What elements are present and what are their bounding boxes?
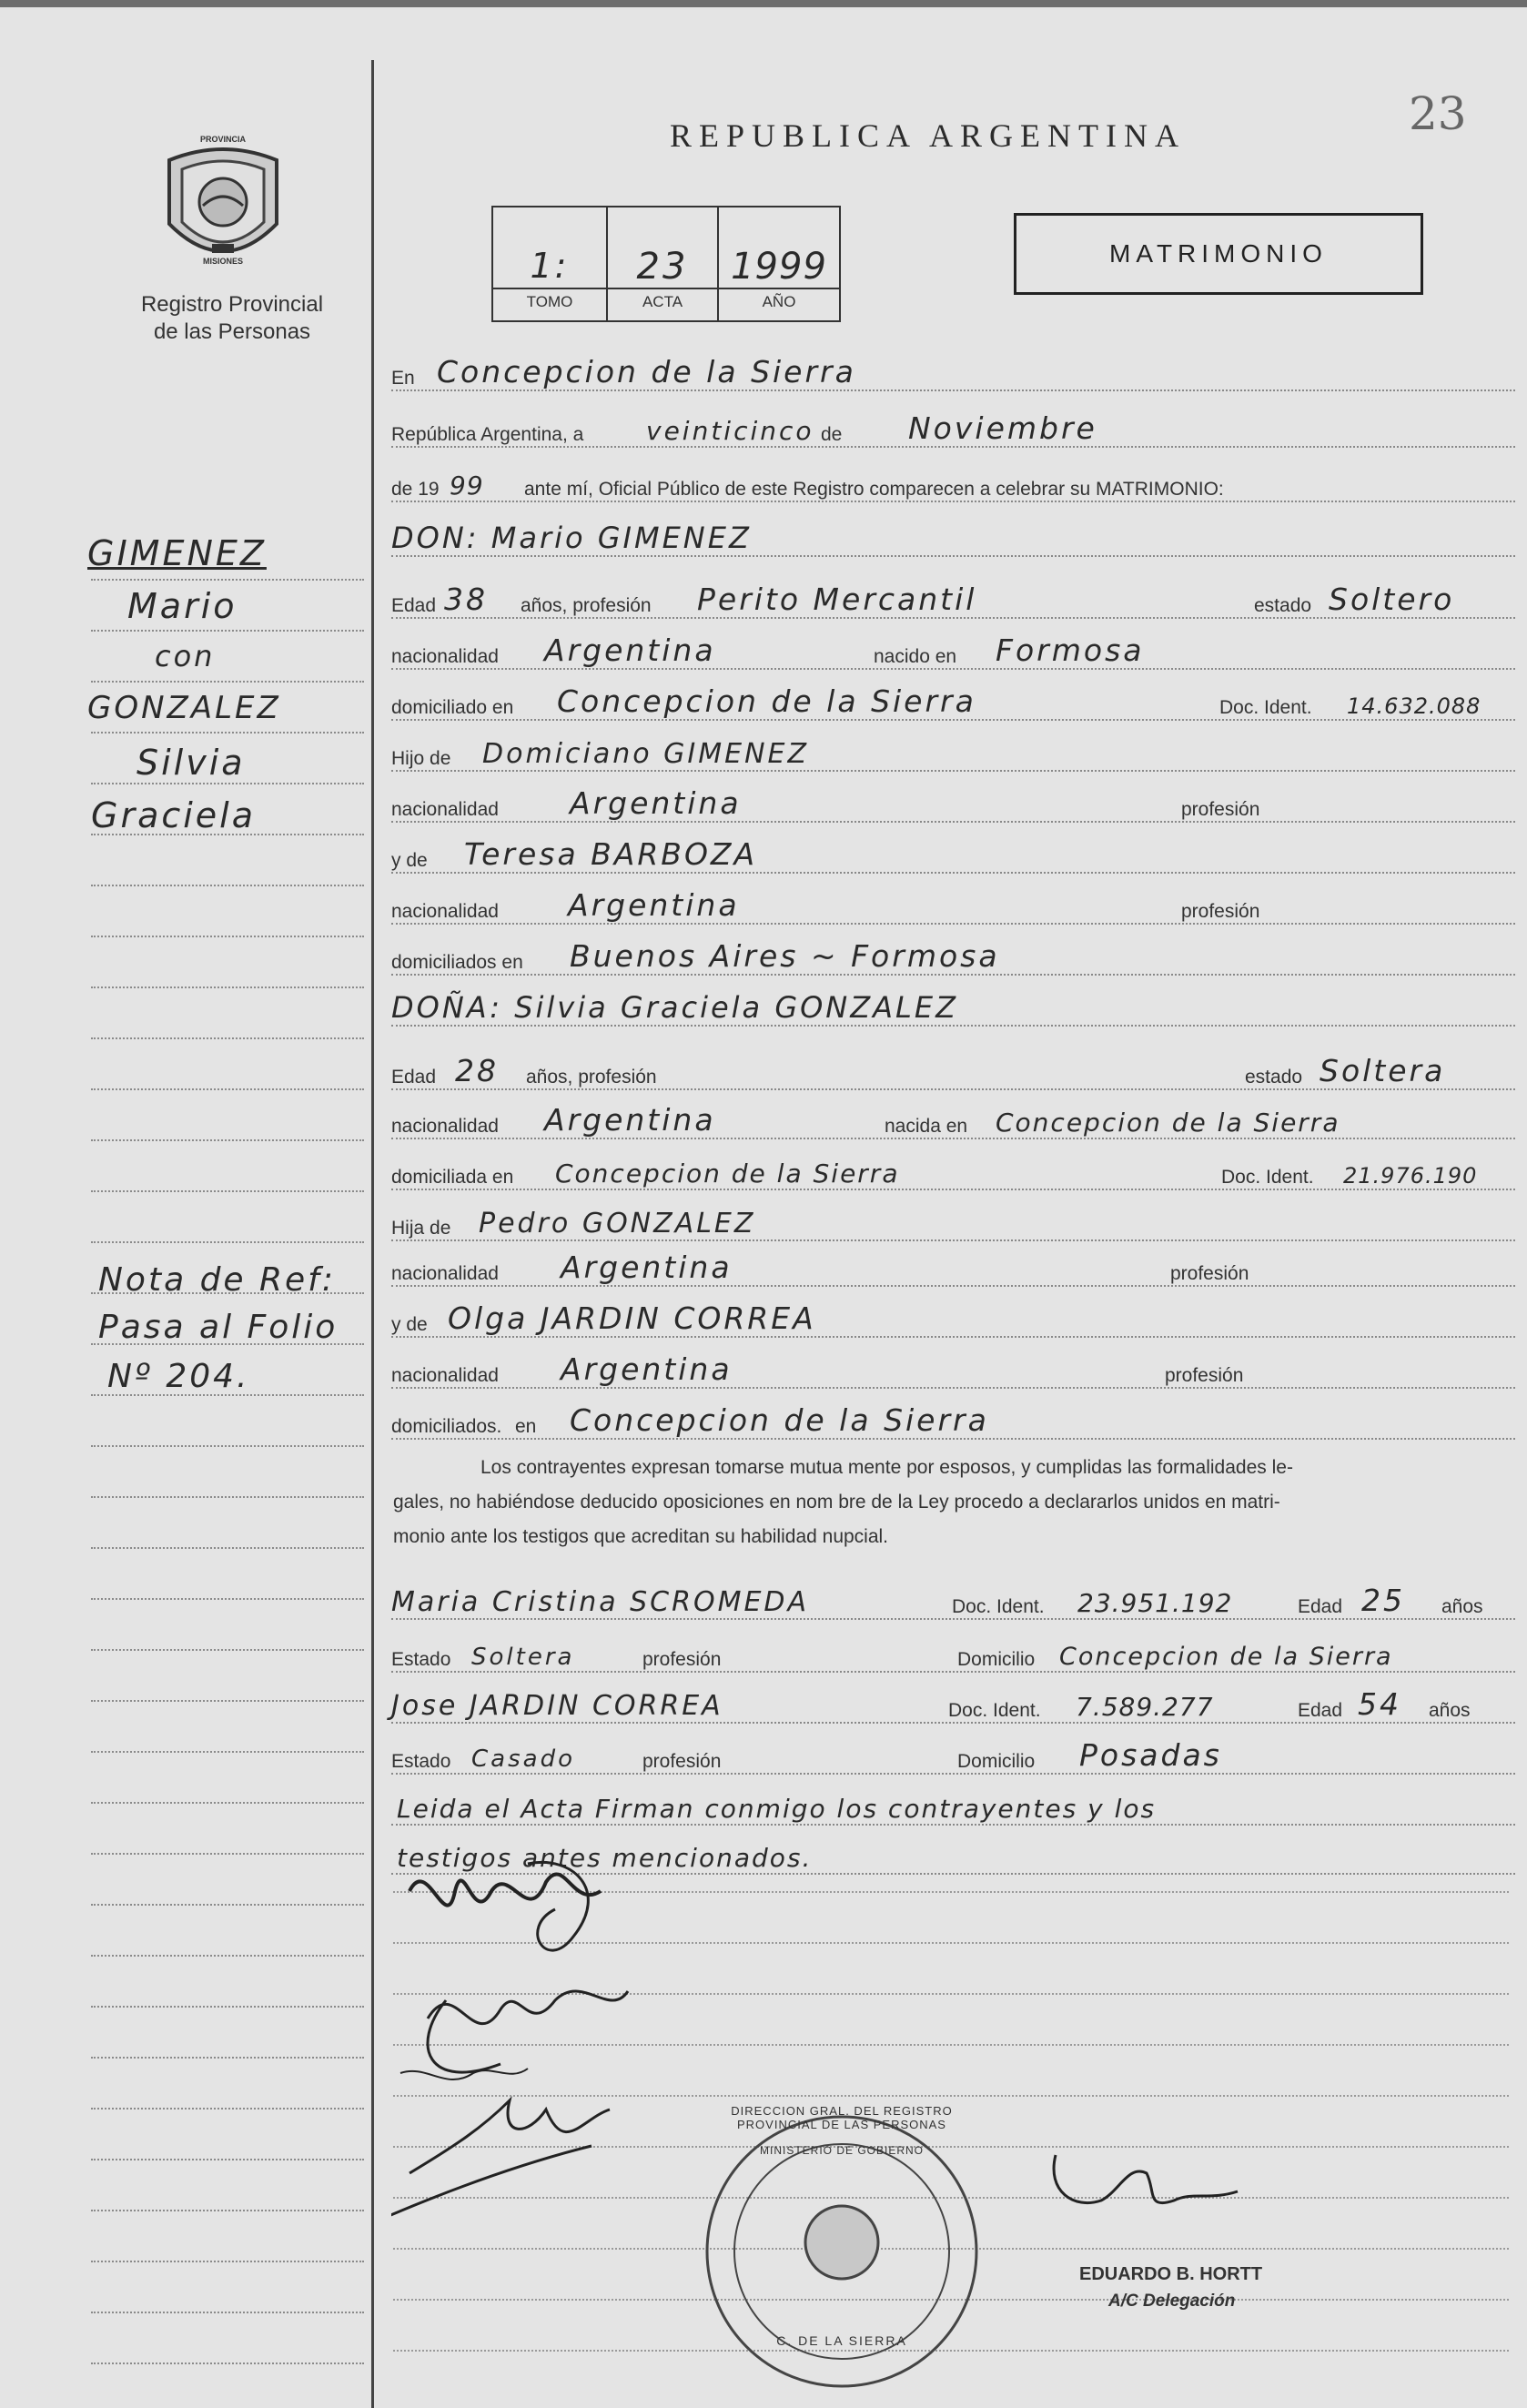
margin-line [91,1496,364,1498]
margin-line [91,1649,364,1651]
row-date [391,408,1515,451]
seal-text-top: PROVINCIA [199,135,246,144]
row-rule [391,501,1515,502]
label-nacionalidad: nacionalidad [391,1116,499,1137]
official-stamp [701,2088,983,2408]
label-ante-mi: ante mí, Oficial Público de este Registro comparecen a celebrar su MATRIMONIO: [524,479,1224,500]
row-rule [391,821,1515,823]
label-nacionalidad: nacionalidad [391,1263,499,1284]
place-value: Concepcion de la Sierra [437,354,856,390]
row-rule [391,1618,1515,1620]
acta-value: 23 [636,246,689,288]
margin-line [91,1802,364,1804]
label-anos-profesion: años, profesión [521,595,652,616]
margin-name-bride-1: Silvia [137,743,246,783]
row-bride-father-nat [391,1247,1515,1290]
label-nacionalidad: nacionalidad [391,799,499,820]
margin-line [91,783,364,784]
row-rule [391,390,1515,391]
margin-line [91,2057,364,2059]
declaration-line-2: gales, no habiéndose deducido oposiciones en nom bre de la Ley procedo a declararlos unidos en matri- [393,1492,1280,1513]
row-bride-title [391,986,1515,1030]
row-rule [391,923,1515,925]
row-groom-father [391,732,1515,775]
row-rule [391,555,1515,557]
groom-birthplace: Formosa [996,632,1145,668]
margin-line [91,936,364,937]
label-en: En [391,368,415,389]
row-bride-nationality [391,1099,1515,1143]
margin-line [91,1241,364,1243]
row-witness1-b [391,1633,1515,1676]
label-hijo-de: Hijo de [391,748,451,769]
margin-line [91,681,364,683]
acta-label: ACTA [642,293,683,310]
margin-line [91,630,364,632]
margin-line [91,1955,364,1957]
registry-seal-icon [162,142,284,269]
margin-note-3: Nº 204. [107,1358,250,1395]
row-groom-title [391,517,1515,561]
margin-line [91,732,364,734]
label-nacionalidad: nacionalidad [391,901,499,922]
row-place [391,351,1515,395]
margin-line [91,1139,364,1141]
registry-title [109,291,355,346]
bride-mother-nationality: Argentina [561,1351,733,1387]
document-page [0,7,1527,2408]
row-rule [391,1773,1515,1775]
declaration-text [393,1451,1494,1554]
row-groom-domicile [391,681,1515,724]
row-witness2-b [391,1735,1515,1778]
bride-parents-domicile: Concepcion de la Sierra [570,1402,989,1438]
label-nacido-en: nacido en [874,646,957,667]
margin-line [91,2159,364,2160]
bride-birthplace: Concepcion de la Sierra [996,1108,1340,1138]
label-nacionalidad: nacionalidad [391,646,499,667]
row-groom-age [391,579,1515,622]
groom-mother-nationality: Argentina [568,887,740,923]
margin-surname-bride: GONZALEZ [87,690,281,726]
row-bride-mother-nat [391,1349,1515,1392]
margin-line [91,2210,364,2211]
label-y-de: y de [391,1314,428,1335]
registry-line-2: de las Personas [153,319,311,344]
record-box-rule [493,288,839,289]
bride-status: Soltera [1320,1053,1446,1088]
margin-line [91,885,364,886]
row-rule [391,1671,1515,1673]
margin-surname-groom: GIMENEZ [87,533,267,573]
row-rule [391,872,1515,874]
day-value: veinticinco [646,416,814,446]
witness2-name: Jose JARDIN CORREA [391,1690,723,1722]
groom-age: 38 [444,582,488,617]
witness1-domicile: Concepcion de la Sierra [1059,1643,1393,1671]
label-estado: Estado [391,1649,451,1670]
row-rule [391,1189,1515,1190]
row-rule [391,1387,1515,1389]
anio-value: 1999 [731,246,827,288]
margin-divider [371,60,374,2408]
label-profesion: profesión [1170,1263,1249,1284]
witness2-domicile: Posadas [1079,1737,1222,1773]
groom-profession: Perito Mercantil [697,582,977,617]
groom-title-name: DON: Mario GIMENEZ [391,521,752,555]
witness1-status: Soltera [471,1644,575,1671]
groom-mother: Teresa BARBOZA [464,836,758,872]
row-rule [391,719,1515,721]
groom-status: Soltero [1329,582,1455,617]
stamp-text: DIRECCION GRAL. DEL REGISTRO PROVINCIAL DE LAS PERSONAS [731,2104,953,2131]
seal-text-bottom: MISIONES [202,257,243,266]
margin-line [91,986,364,988]
label-estado: estado [1254,595,1312,616]
row-bride-domicile [391,1150,1515,1194]
margin-line [91,2312,364,2313]
row-groom-father-nat [391,783,1515,826]
label-en-short: en [515,1416,537,1437]
groom-parents-domicile: Buenos Aires ~ Formosa [570,938,1000,974]
row-rule [391,770,1515,772]
margin-line [91,1904,364,1906]
label-republica: República Argentina, a [391,424,584,445]
label-edad: Edad [1298,1596,1343,1617]
margin-line [91,1700,364,1702]
act-type-box: MATRIMONIO [1014,213,1423,295]
margin-note-2: Pasa al Folio [98,1309,339,1346]
tomo-value: 1: [530,246,570,286]
margin-column [0,7,369,2408]
label-domiciliados-en: domiciliados en [391,952,523,973]
label-anos-profesion: años, profesión [526,1067,657,1088]
row-rule [391,1824,1515,1826]
row-rule [391,1722,1515,1724]
label-domicilio: Domicilio [957,1649,1036,1670]
row-witness1 [391,1580,1515,1624]
margin-line [91,2261,364,2262]
stamp-inner-text: MINISTERIO DE GOBIERNO [759,2144,924,2157]
row-rule [391,1239,1515,1241]
row-rule [391,446,1515,448]
label-edad: Edad [391,595,437,616]
bride-domicile: Concepcion de la Sierra [555,1158,900,1189]
groom-domicile: Concepcion de la Sierra [557,683,976,719]
margin-line [91,1445,364,1447]
stamp-rings [701,2088,983,2408]
groom-doc: 14.632.088 [1347,693,1481,719]
label-anos: años [1441,1596,1483,1617]
margin-line [91,2108,364,2110]
label-domiciliada-en: domiciliada en [391,1167,514,1188]
row-bride-age [391,1050,1515,1094]
margin-note-1: Nota de Ref: [98,1261,336,1299]
row-witness2 [391,1684,1515,1727]
year-value: 99 [450,470,484,501]
bride-father: Pedro GONZALEZ [479,1208,756,1239]
label-doc-ident: Doc. Ident. [952,1596,1045,1617]
margin-line [91,1547,364,1549]
label-profesion: profesión [1165,1365,1244,1386]
country-heading: REPUBLICA ARGENTINA [670,117,1187,154]
row-rule [391,974,1515,976]
label-nacida-en: nacida en [885,1116,968,1137]
row-bride-mother [391,1298,1515,1341]
bride-father-nationality: Argentina [561,1250,733,1285]
row-bride-father [391,1201,1515,1245]
label-estado: Estado [391,1751,451,1772]
row-rule [391,668,1515,670]
row-rule [391,617,1515,619]
official-name: EDUARDO B. HORTT [1079,2264,1263,2284]
tomo-label: TOMO [526,293,573,310]
declaration-line-3: monio ante los testigos que acreditan su habilidad nupcial. [393,1526,889,1547]
official-signature [1047,2137,1247,2246]
row-groom-nationality [391,630,1515,673]
bride-doc: 21.976.190 [1343,1163,1478,1189]
label-profesion: profesión [642,1751,722,1772]
bride-nationality: Argentina [544,1102,716,1138]
margin-name-bride-2: Graciela [91,795,257,835]
closing-line-1: Leida el Acta Firman conmigo los contrayentes y los [397,1794,1157,1824]
witness1-name: Maria Cristina SCROMEDA [391,1586,810,1618]
label-year-prefix: de 19 [391,479,440,500]
groom-father: Domiciano GIMENEZ [482,738,810,770]
label-doc-ident: Doc. Ident. [1219,697,1312,718]
label-de: de [821,424,843,445]
witness1-doc: 23.951.192 [1077,1588,1233,1618]
margin-line [91,1088,364,1090]
row-rule [391,1138,1515,1139]
registry-line-1: Registro Provincial [140,292,324,317]
witness2-status: Casado [471,1745,575,1773]
row-rule [391,1088,1515,1090]
row-groom-mother [391,834,1515,877]
margin-line [91,1853,364,1855]
label-estado: estado [1245,1067,1303,1088]
row-rule [391,1438,1515,1440]
margin-line [91,1751,364,1753]
margin-line [91,579,364,581]
label-profesion: profesión [1181,901,1260,922]
label-anos: años [1429,1700,1471,1721]
margin-line [91,1598,364,1600]
page-number: 23 [1409,87,1467,140]
label-edad: Edad [391,1067,437,1088]
margin-name-groom: Mario [127,586,238,626]
row-rule [391,1336,1515,1338]
witness2-doc: 7.589.277 [1076,1692,1214,1722]
margin-con: con [155,639,216,673]
witness1-age: 25 [1361,1583,1405,1618]
row-groom-parents-domicile [391,936,1515,979]
closing-line-2: testigos antes mencionados. [397,1843,813,1873]
label-domiciliados: domiciliados. [391,1416,502,1437]
bride-age: 28 [455,1053,499,1088]
row-groom-mother-nat [391,885,1515,928]
label-profesion: profesión [642,1649,722,1670]
label-nacionalidad: nacionalidad [391,1365,499,1386]
row-bride-parents-domicile [391,1400,1515,1443]
label-profesion: profesión [1181,799,1260,820]
row-year [391,462,1515,506]
record-box [491,206,841,322]
row-closing-1 [391,1786,1515,1829]
scan-top-edge [0,0,1527,7]
bride-title-name: DOÑA: Silvia Graciela GONZALEZ [391,990,959,1025]
groom-nationality: Argentina [544,632,716,668]
margin-line [91,2362,364,2364]
label-domiciliado-en: domiciliado en [391,697,514,718]
margin-line [91,2006,364,2008]
label-y-de: y de [391,850,428,871]
bride-mother: Olga JARDIN CORREA [448,1300,816,1336]
margin-line [91,1037,364,1039]
declaration-line-1: Los contrayentes expresan tomarse mutua mente por esposos, y cumplidas las formalidades le- [480,1457,1293,1478]
row-rule [391,1025,1515,1027]
signatures-scribbles [391,1836,701,2219]
label-doc-ident: Doc. Ident. [948,1700,1041,1721]
label-edad: Edad [1298,1700,1343,1721]
stamp-bottom-text: C. DE LA SIERRA [776,2333,907,2348]
label-hija-de: Hija de [391,1218,451,1239]
witness2-age: 54 [1358,1686,1401,1722]
official-role: A/C Delegación [1108,2292,1236,2311]
label-doc-ident: Doc. Ident. [1221,1167,1314,1188]
anio-label: AÑO [762,293,796,310]
row-rule [391,1285,1515,1287]
label-domicilio: Domicilio [957,1751,1036,1772]
month-value: Noviembre [908,410,1097,446]
margin-line [91,1190,364,1192]
groom-father-nationality: Argentina [570,785,742,821]
